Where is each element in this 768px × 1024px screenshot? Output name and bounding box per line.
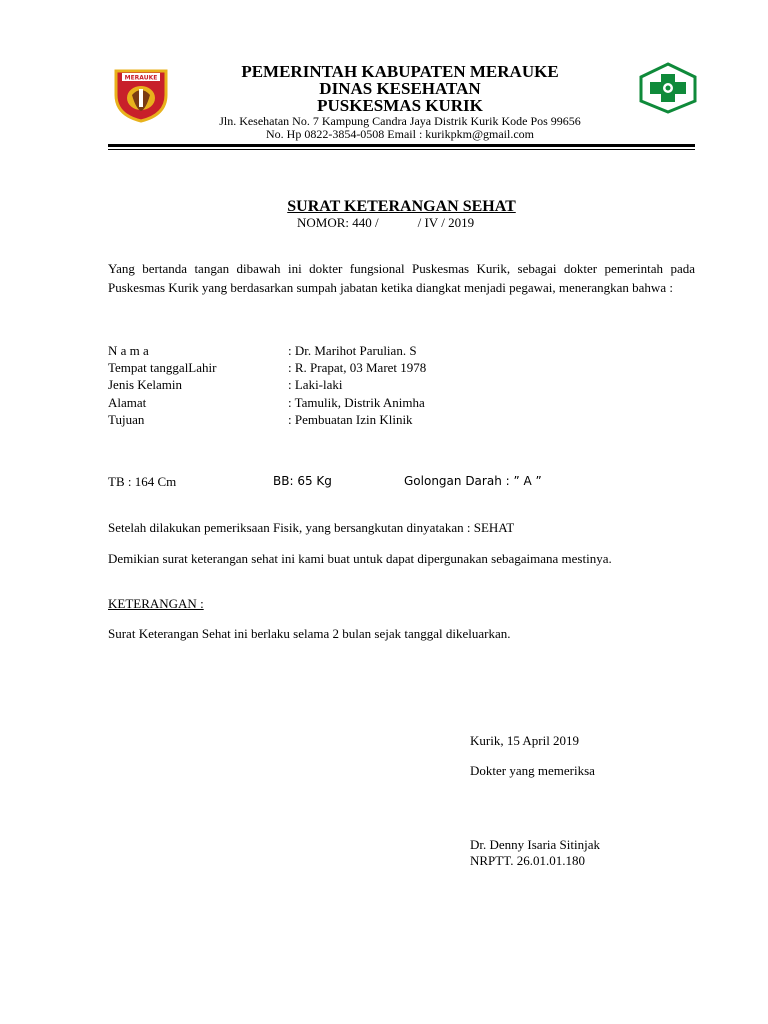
header-government: PEMERINTAH KABUPATEN MERAUKE [241,62,559,81]
height-measure: TB : 164 Cm [108,474,177,489]
keterangan-heading: KETERANGAN : [108,596,204,611]
header-address: Jln. Kesehatan No. 7 Kampung Candra Jaya Distrik Kurik Kode Pos 99656 [219,114,581,128]
closing-statement: Demikian surat keterangan sehat ini kami buat untuk dapat dipergunakan sebagaimana mestinya. [108,551,612,566]
header-divider-thick [108,144,695,147]
header-contact: No. Hp 0822-3854-0508 Email : kurikpkm@gmail.com [265,127,535,141]
weight-measure: BB: 65 Kg [273,474,332,488]
field-label-purpose: Tujuan [108,412,145,427]
intro-paragraph: Yang bertanda tangan dibawah ini dokter fungsional Puskesmas Kurik, sebagai dokter pemerintah pada Puskesmas Kurik yang berdasarkan sumpah jabatan ketika diangkat menjadi pegawai, menerangkan bahwa : [108,261,695,295]
header-department: DINAS KESEHATAN [319,79,481,98]
field-value-name: : Dr. Marihot Parulian. S [288,343,417,358]
signature-nrptt: NRPTT. 26.01.01.180 [470,853,585,868]
field-label-gender: Jenis Kelamin [108,377,183,392]
field-label-address: Alamat [108,395,147,410]
field-label-birth: Tempat tanggalLahir [108,360,217,375]
signature-place-date: Kurik, 15 April 2019 [470,733,580,748]
field-value-gender: : Laki-laki [288,377,343,392]
field-label-name: N a m a [108,343,149,358]
blood-type: Golongan Darah : ” A ” [404,474,542,488]
header-puskesmas: PUSKESMAS KURIK [317,96,483,115]
keterangan-text: Surat Keterangan Sehat ini berlaku selama 2 bulan sejak tanggal dikeluarkan. [108,626,511,641]
puskesmas-cross-logo [637,62,699,114]
document-title: SURAT KETERANGAN SEHAT [287,198,516,215]
header-divider-thin [108,149,695,150]
field-value-purpose: : Pembuatan Izin Klinik [288,412,413,427]
signature-role: Dokter yang memeriksa [470,763,595,778]
field-value-address: : Tamulik, Distrik Animha [288,395,425,410]
signature-name: Dr. Denny Isaria Sitinjak [470,837,600,852]
field-value-birth: : R. Prapat, 03 Maret 1978 [288,360,427,375]
result-statement: Setelah dilakukan pemeriksaan Fisik, yang bersangkutan dinyatakan : SEHAT [108,520,515,535]
document-number: NOMOR: 440 / / IV / 2019 [297,215,475,230]
logo-caption: MERAUKE [124,74,158,82]
